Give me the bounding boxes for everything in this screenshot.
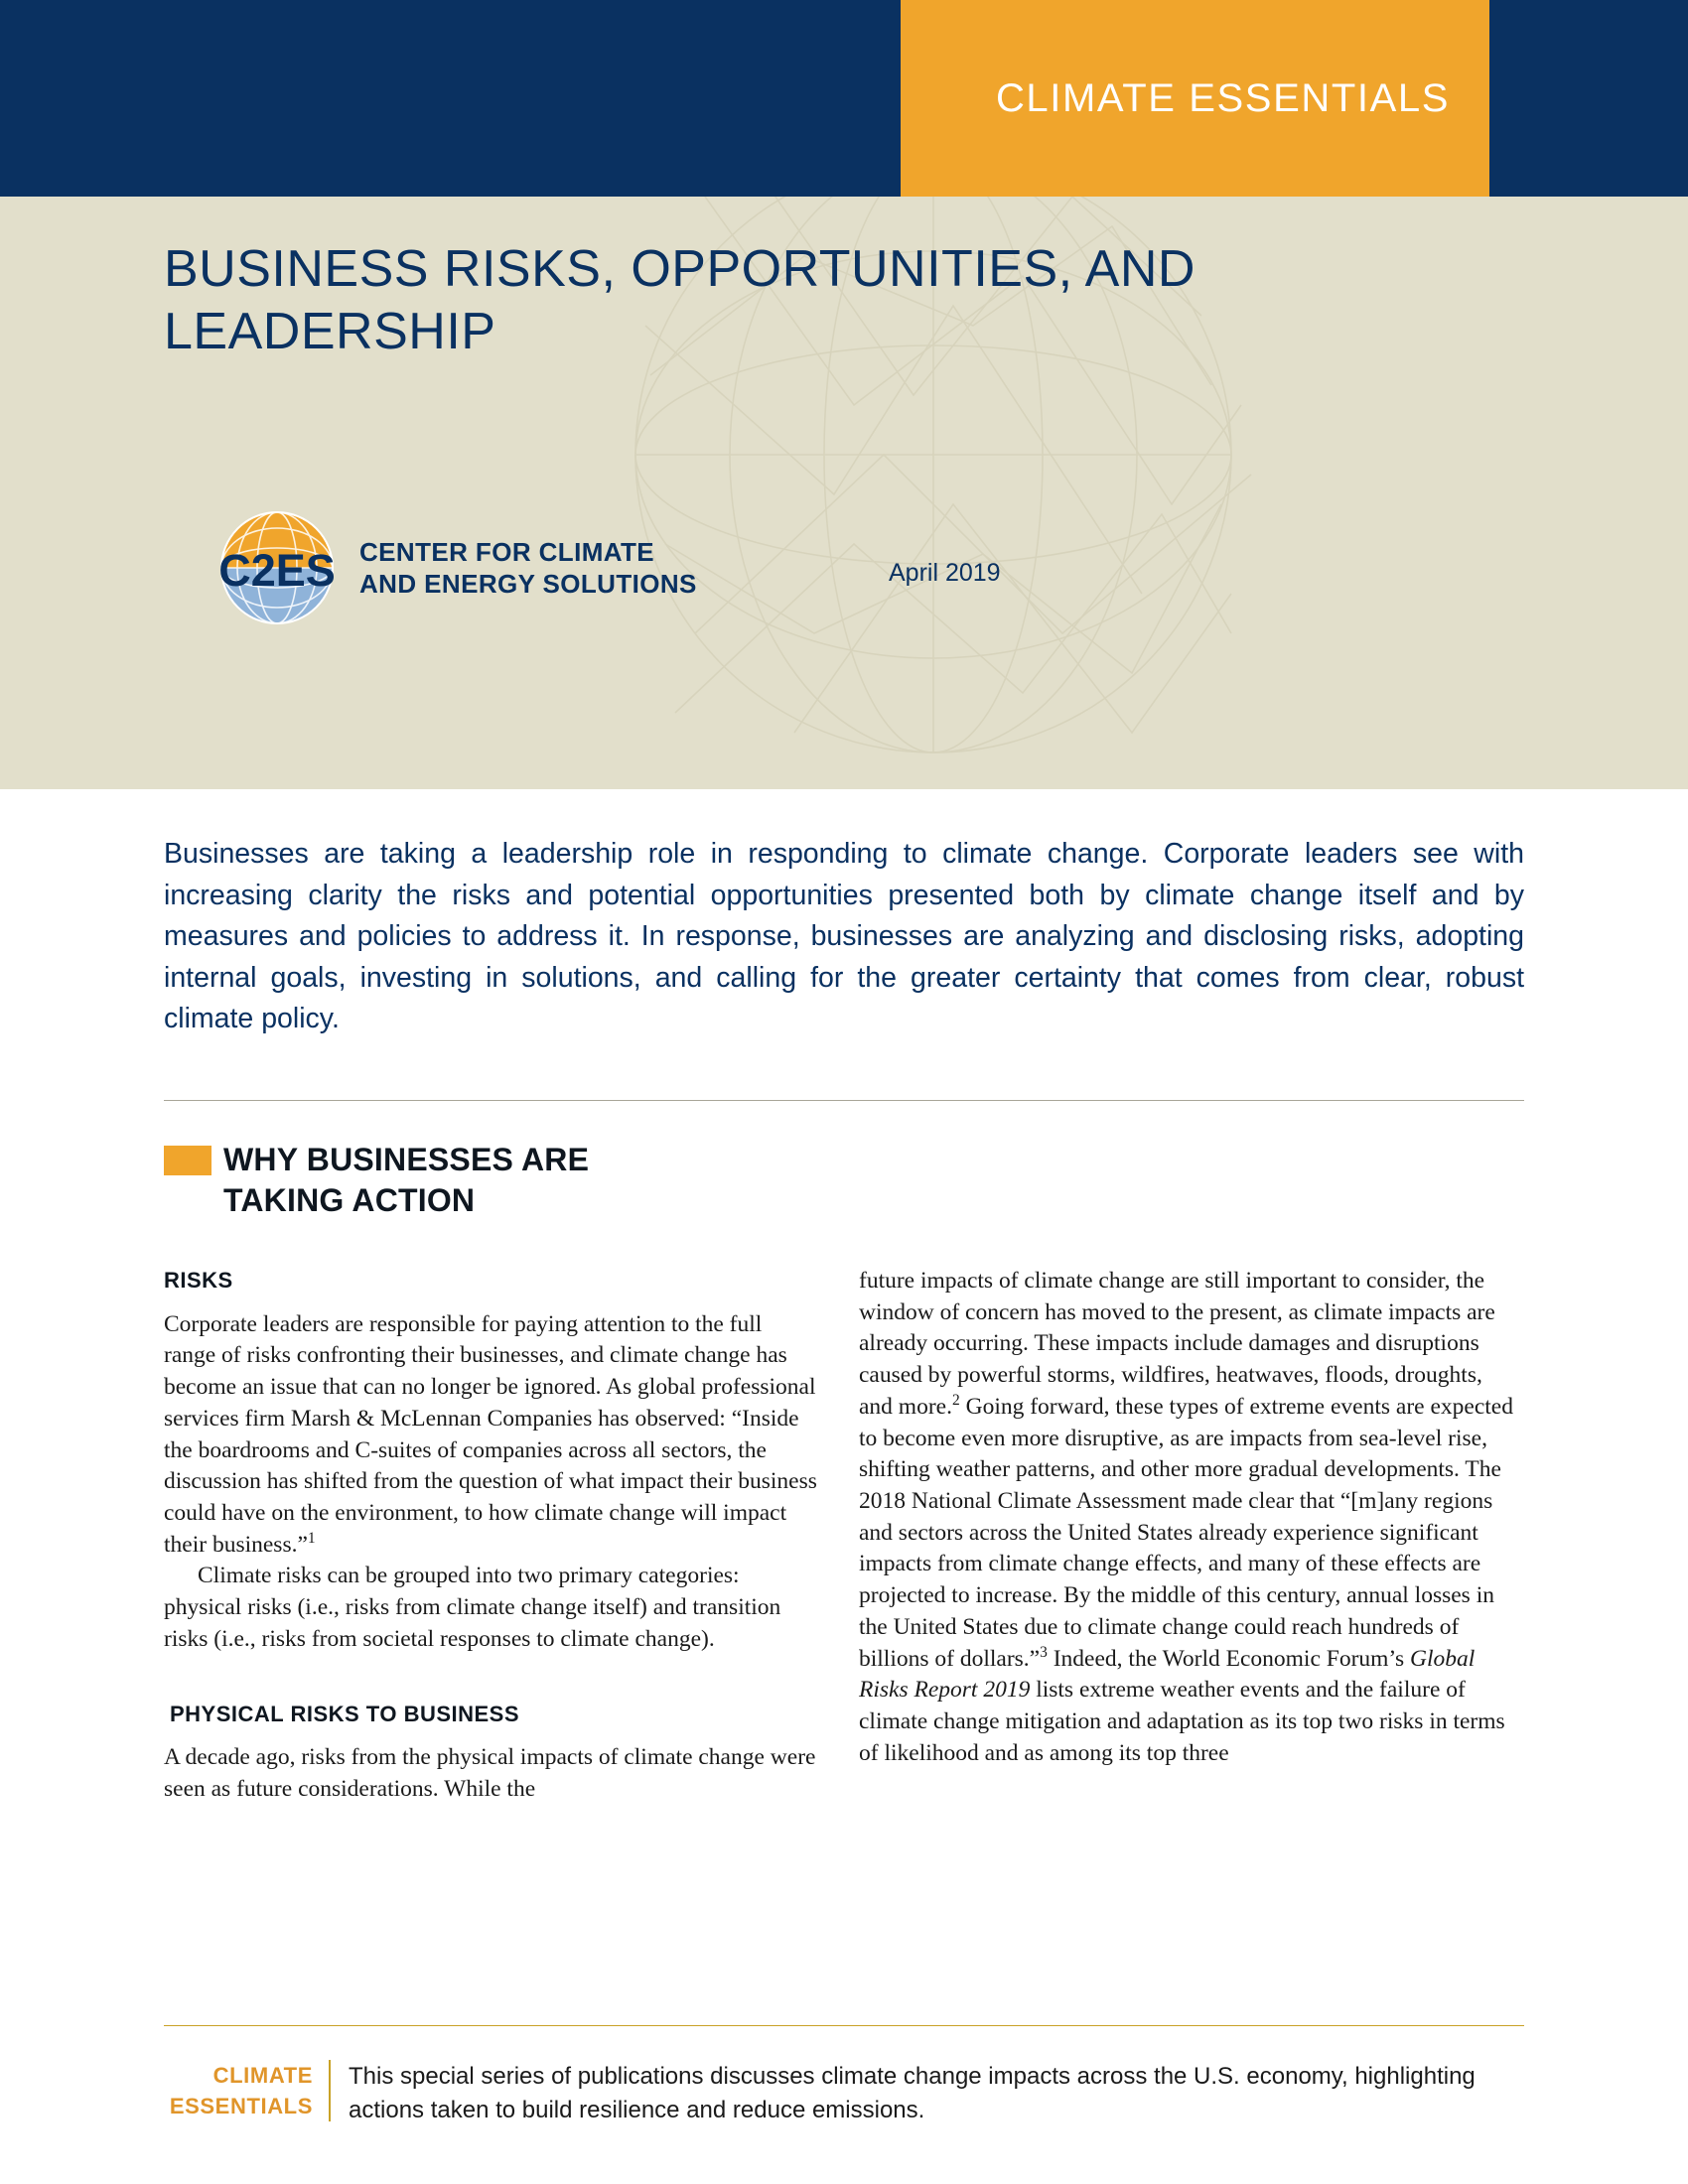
paragraph-right-1b: Going forward, these types of extreme events are expected to become even more disruptive, as are impacts from sea-level rise, shifting weather patterns, and other more gradual developments. The 2018 National Climate Assessment made clear that “[m]any regions and sectors across the United States already experience significant impacts from climate change effects, and many of these effects are projected to increase. By the middle of this century, annual losses in the United States due to climate change could reach hundreds of billions of dollars.” [859,1393,1513,1672]
footnote-ref-1: 1 [307,1529,316,1547]
hero-section [0,197,1688,789]
footnote-ref-3: 3 [1040,1643,1048,1661]
body-column-right [859,1266,1514,1770]
publication-date: April 2019 [889,559,1001,587]
paragraph-left-1-text: Corporate leaders are responsible for paying attention to the full range of risks confronting their businesses, and climate change has become an issue that can no longer be ignored. As global professional services firm Marsh & McLennan Companies has observed: “Inside the boardrooms and C-suites of companies across all sectors, the discussion has shifted from the question of what impact their business could have on the environment, to how climate change will impact their business.” [164,1310,817,1558]
section-heading-line-2: TAKING ACTION [223,1181,476,1218]
paragraph-left-2: Climate risks can be grouped into two primary categories: physical risks (i.e., risks from climate change itself) and transition risks (i.e., risks from societal responses to climate change). [164,1563,781,1652]
footer-brand-line-1: CLIMATE [212,2063,313,2088]
report-title: Global Risks Report 2019 [859,1645,1476,1704]
footer-brand-line-2: ESSENTIALS [169,2094,313,2119]
section-heading-line-1: WHY BUSINESSES ARE [223,1142,590,1177]
paragraph-right-1a: future impacts of climate change are still important to consider, the window of concern has moved to the present, as climate impacts are already occurring. These impacts include damages and disruptions caused by powerful storms, wildfires, heatwaves, floods, droughts, and more. [859,1268,1495,1420]
logo-wordmark [359,536,697,600]
footer [164,2060,1524,2127]
section-swatch-icon [164,1146,211,1175]
footer-description: This special series of publications discusses climate change impacts across the U.S. economy, highlighting actions taken to build resilience and reduce emissions. [349,2063,1476,2124]
logo [199,494,697,641]
svg-text:C2ES: C2ES [218,545,336,596]
footer-divider [164,2025,1524,2026]
paragraph-left-3: A decade ago, risks from the physical impacts of climate change were seen as future considerations. While the [164,1744,816,1802]
lead-paragraph: Businesses are taking a leadership role in responding to climate change. Corporate leaders see with increasing clarity the risks and potential opportunities presented both by climate change itself and by measures and policies to address it. In response, businesses are analyzing and disclosing risks, adopting internal goals, investing in solutions, and calling for the greater certainty that comes from clear, robust climate policy. [164,838,1524,1035]
series-label: CLIMATE ESSENTIALS [995,75,1450,120]
logo-line-2: AND ENERGY SOLUTIONS [359,569,697,599]
paragraph-right-1c: Indeed, the World Economic Forum’s [1047,1645,1410,1672]
c2es-logo-mark [199,494,355,641]
footer-brand [164,2060,331,2121]
section-heading [164,1140,1057,1221]
logo-line-1: CENTER FOR CLIMATE [359,536,655,567]
section-heading-text [223,1140,589,1221]
body-column-left [164,1266,819,1806]
paragraph-right-1d: lists extreme weather events and the failure of climate change mitigation and adaptation as its top two risks in terms of likelihood and as among its top three [859,1677,1505,1766]
header-band [0,0,1688,197]
paragraph-left-1 [164,1309,819,1562]
subheading-risks: RISKS [164,1268,233,1293]
subheading-physical-risks: PHYSICAL RISKS TO BUSINESS [170,1701,520,1726]
paragraph-right-1 [859,1266,1514,1770]
page-title: BUSINESS RISKS, OPPORTUNITIES, AND LEADERSHIP [164,240,1196,361]
divider-rule [164,1100,1524,1101]
footnote-ref-2: 2 [951,1392,960,1410]
series-banner [901,0,1489,197]
